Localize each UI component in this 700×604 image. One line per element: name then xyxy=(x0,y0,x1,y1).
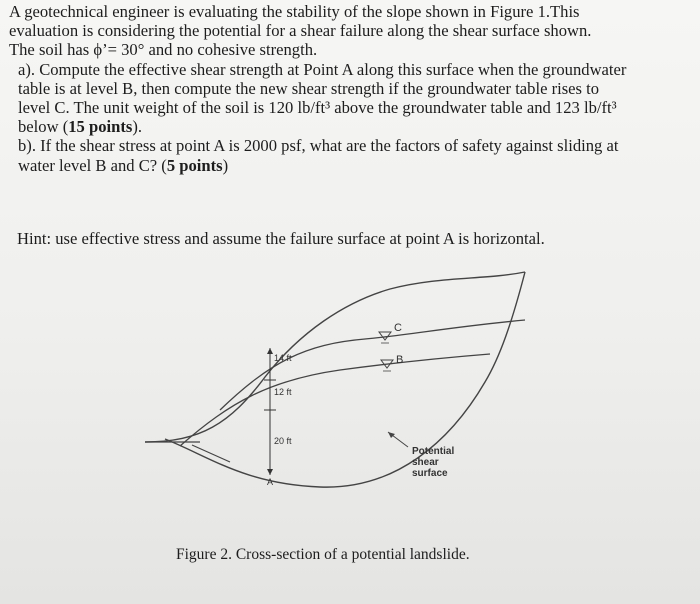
dim-arrow-top xyxy=(267,348,273,354)
shear-label-line-1: Potential xyxy=(412,446,455,457)
slope-figure xyxy=(140,262,560,582)
figure-caption: Figure 2. Cross-section of a potential landslide. xyxy=(176,546,470,563)
shear-label-line-2: shear xyxy=(412,457,439,468)
water-table-b-line xyxy=(180,354,490,446)
slope-cross-section xyxy=(140,262,560,582)
problem-statement xyxy=(9,2,693,175)
part-a-line-2: table is at level B, then compute the new shear strength if the groundwater table rises to xyxy=(18,78,600,98)
point-a-label: A xyxy=(267,477,274,487)
base-line-left xyxy=(145,442,230,462)
part-b-line-1: b). If the shear stress at point A is 2000 psf, what are the factors of safety against sliding at xyxy=(18,136,619,156)
water-table-c-line xyxy=(220,320,525,410)
part-a-suffix: ). xyxy=(132,117,143,137)
part-b-suffix: ) xyxy=(222,155,229,175)
shear-surface-curve xyxy=(165,272,525,487)
dim-label-12ft: 12 ft xyxy=(274,387,292,397)
part-a-points: 15 points xyxy=(68,117,133,137)
water-c-label: C xyxy=(394,322,402,334)
part-a-prefix: below ( xyxy=(18,117,69,137)
dim-label-20ft: 20 ft xyxy=(274,436,292,446)
ground-surface-line xyxy=(145,272,525,442)
shear-surface-label xyxy=(412,446,454,479)
part-b-prefix: water level B and C? ( xyxy=(18,155,167,175)
intro-line-2: evaluation is considering the potential for a shear failure along the shear surface shown. xyxy=(9,21,592,41)
dim-label-14ft: 14 ft xyxy=(274,353,292,363)
part-a-line-3: level C. The unit weight of the soil is 120 lb/ft³ above the groundwater table and 123 lb/ft³ xyxy=(18,98,617,118)
water-b-label: B xyxy=(396,354,404,366)
dim-arrow-bottom xyxy=(267,469,273,475)
intro-line-1: A geotechnical engineer is evaluating the stability of the slope shown in Figure 1.This xyxy=(9,2,580,21)
shear-label-line-3: surface xyxy=(412,468,448,479)
part-b-line-2 xyxy=(9,156,693,175)
part-a-line-4 xyxy=(9,117,693,136)
hint-text: Hint: use effective stress and assume the failure surface at point A is horizontal. xyxy=(17,229,545,248)
part-b-points: 5 points xyxy=(166,155,223,175)
intro-line-3: The soil has ϕ’= 30° and no cohesive strength. xyxy=(9,40,318,60)
part-a-line-1: a). Compute the effective shear strength at Point A along this surface when the groundwater xyxy=(18,59,627,79)
